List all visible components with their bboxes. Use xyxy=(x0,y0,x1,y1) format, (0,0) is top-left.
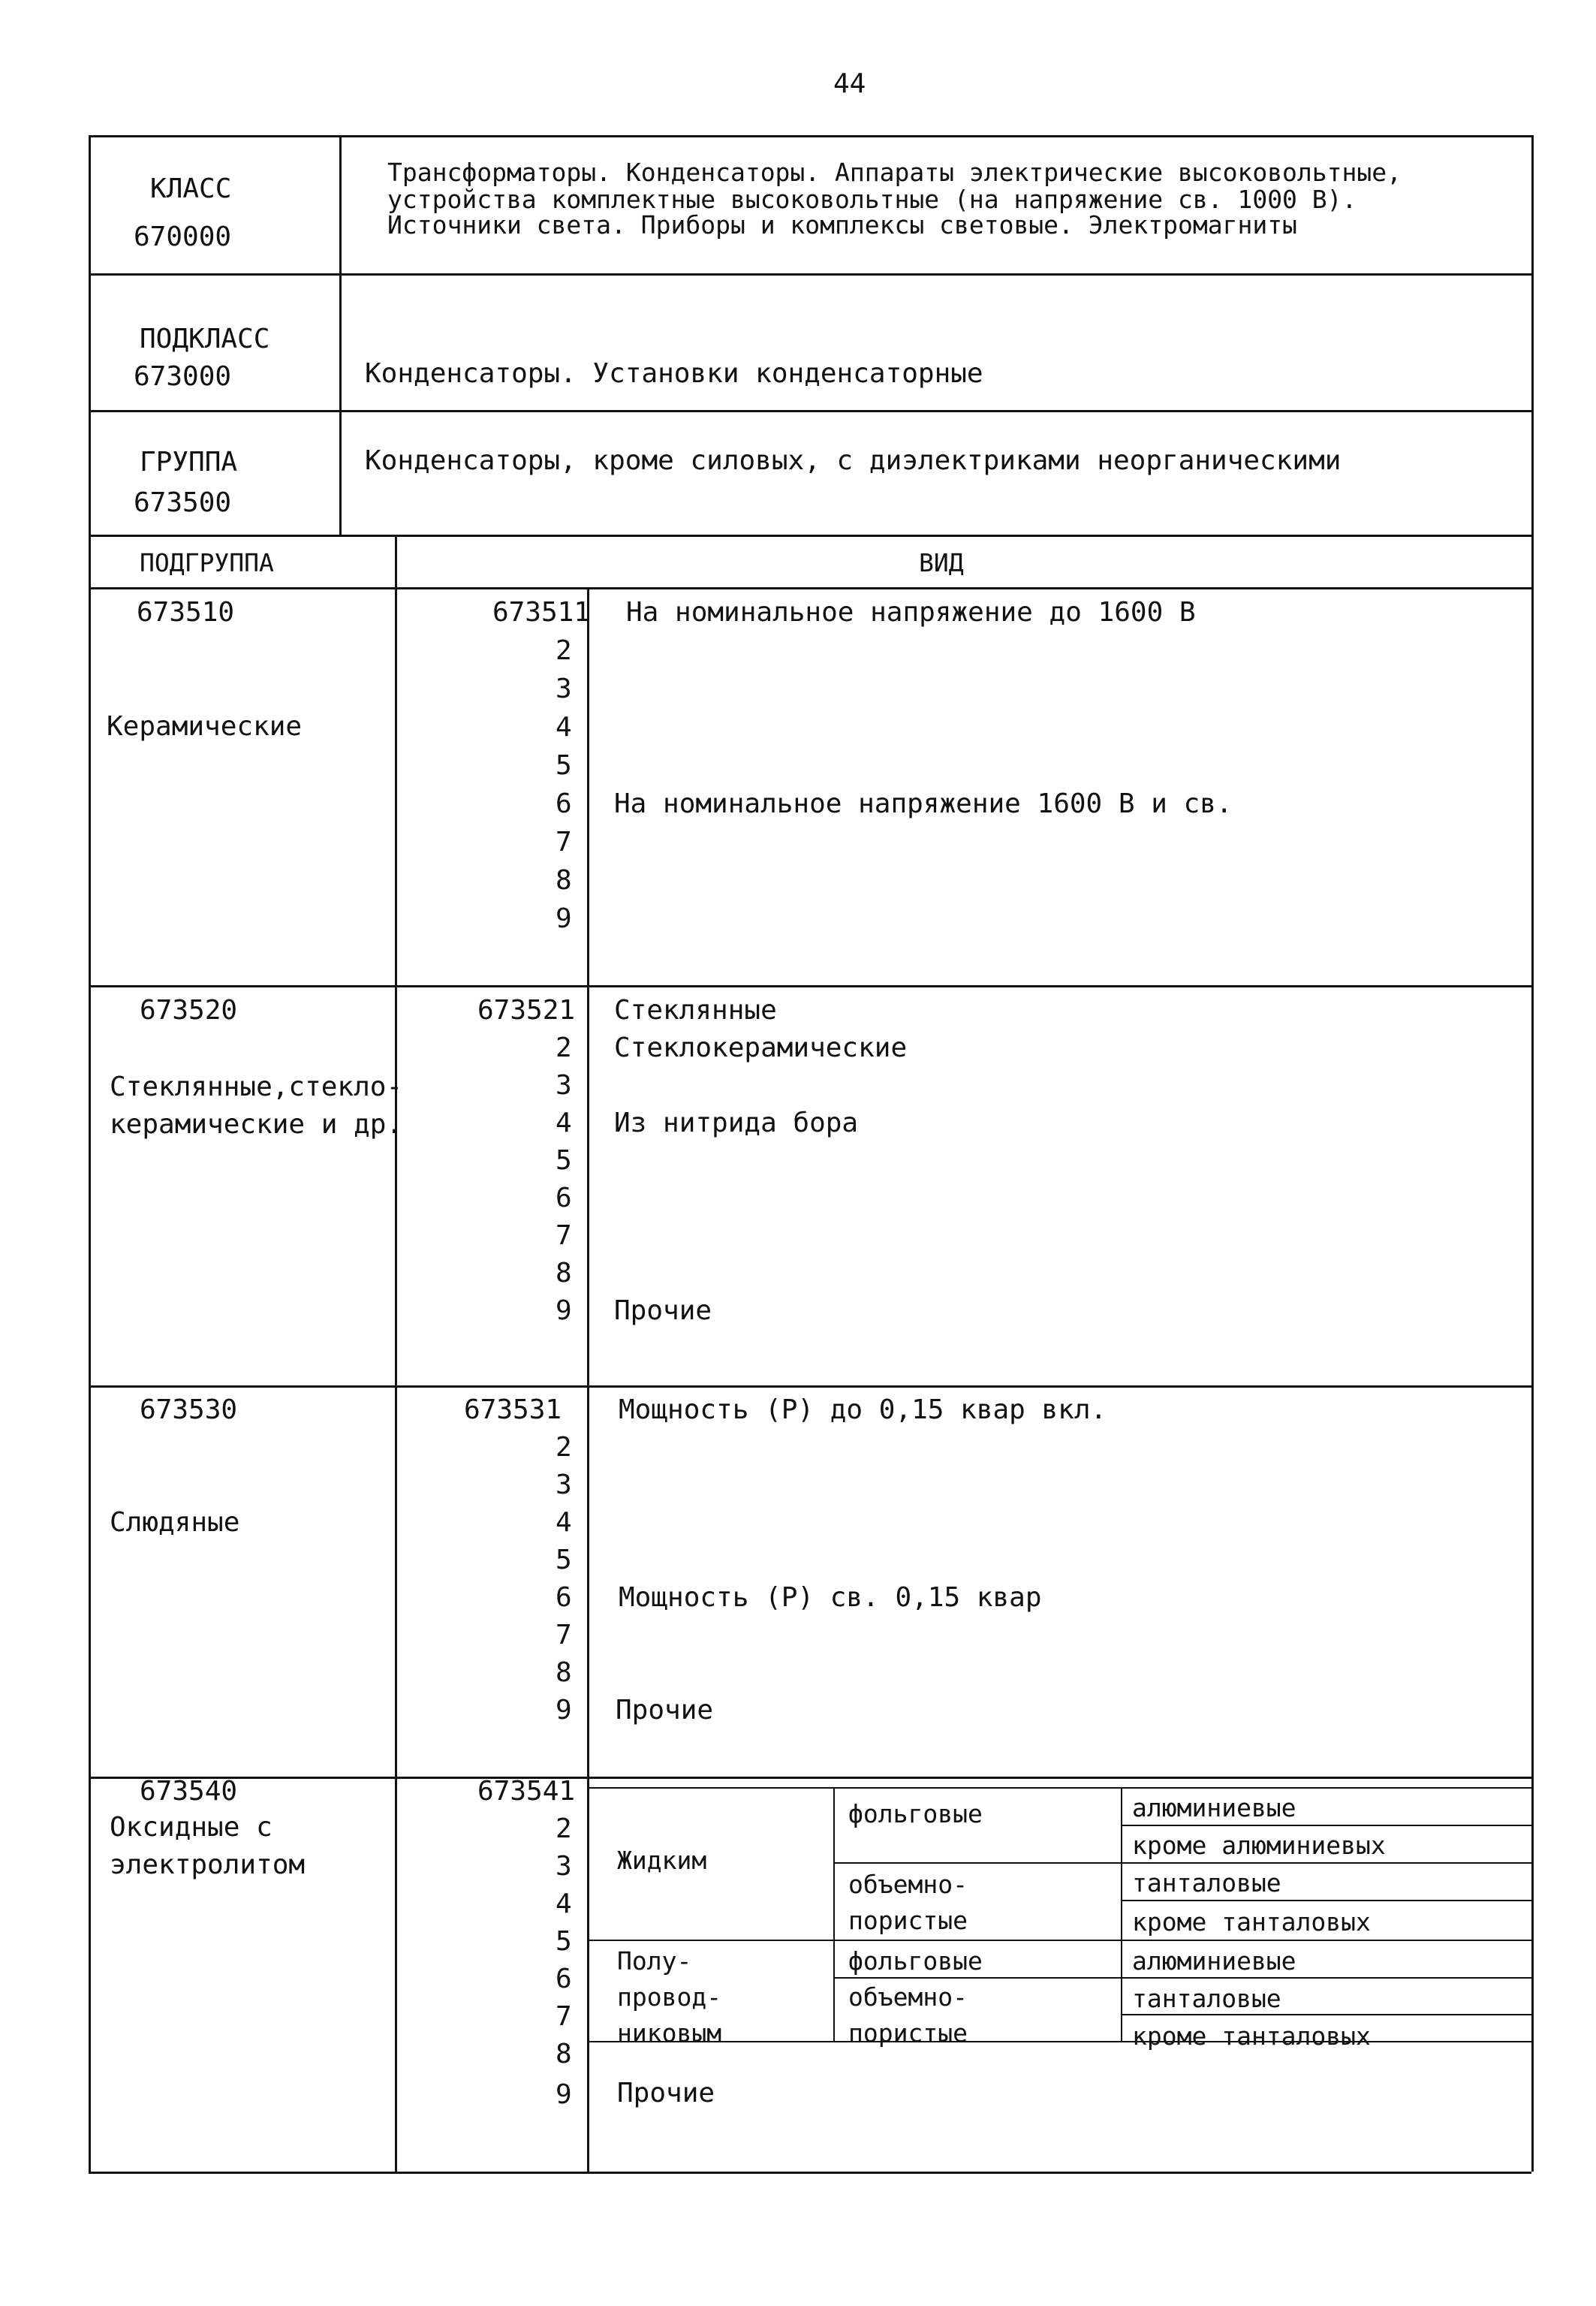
row-digit: 5 xyxy=(556,750,572,781)
row-code: 673541 xyxy=(477,1776,576,1807)
subgroup-code: 673540 xyxy=(140,1776,238,1807)
row-digit: 9 xyxy=(556,903,572,934)
material-except-tantalum: кроме танталовых xyxy=(1132,1907,1371,1937)
klass-label: КЛАСС xyxy=(150,173,232,204)
page-number: 44 xyxy=(833,68,866,99)
klass-text-line3: Источники света. Приборы и комплексы световые. Электромагниты xyxy=(387,210,1297,240)
row-digit: 7 xyxy=(556,2001,572,2032)
row-code: 673521 xyxy=(477,995,576,1026)
gruppa-code: 673500 xyxy=(134,487,232,518)
row-digit: 6 xyxy=(556,788,572,819)
header-podgruppa: ПОДГРУППА xyxy=(140,548,274,577)
row-desc: Стеклянные xyxy=(614,995,777,1026)
subgroup-name: Оксидные с xyxy=(110,1812,273,1843)
type-volume: пористые xyxy=(848,2018,968,2048)
row-desc: На номинальное напряжение до 1600 В xyxy=(626,597,1196,628)
row-desc: Мощность (Р) св. 0,15 квар xyxy=(619,1582,1042,1613)
klass-text-line2: устройства комплектные высоковольтные (на напряжение св. 1000 В). xyxy=(387,185,1357,214)
subgroup-name: Керамические xyxy=(107,711,303,742)
row-digit: 4 xyxy=(556,1507,572,1538)
row-code: 673511 xyxy=(492,597,590,628)
row-digit: 7 xyxy=(556,1620,572,1650)
row-digit: 5 xyxy=(556,1145,572,1176)
material-except-tantalum: кроме танталовых xyxy=(1132,2021,1371,2051)
row-digit: 8 xyxy=(556,1258,572,1289)
material-tantalum: танталовые xyxy=(1132,1984,1281,2013)
row-digit: 3 xyxy=(556,1070,572,1101)
row-digit: 6 xyxy=(556,1964,572,1994)
row-desc: Мощность (Р) до 0,15 квар вкл. xyxy=(619,1394,1107,1425)
type-foil: фольговые xyxy=(848,1799,983,1828)
row-digit: 4 xyxy=(556,712,572,743)
row-digit: 7 xyxy=(556,1220,572,1251)
row-digit: 9 xyxy=(556,2079,572,2110)
row-digit: 3 xyxy=(556,674,572,704)
subgroup-code: 673520 xyxy=(140,995,238,1026)
row-desc: Стеклокерамические xyxy=(614,1032,908,1063)
row-desc: Прочие xyxy=(614,1295,712,1326)
row-digit: 4 xyxy=(556,1108,572,1138)
type-volume: объемно- xyxy=(848,1982,968,2012)
row-digit: 5 xyxy=(556,1545,572,1575)
row-digit: 3 xyxy=(556,1470,572,1500)
subgroup-code: 673530 xyxy=(140,1394,238,1425)
klass-code: 670000 xyxy=(134,222,232,252)
type-volume: пористые xyxy=(848,1906,968,1935)
material-aluminum: алюминиевые xyxy=(1132,1946,1296,1976)
type-volume: объемно- xyxy=(848,1870,968,1899)
row-digit: 9 xyxy=(556,1295,572,1326)
row-code: 673531 xyxy=(464,1394,562,1425)
subgroup-name: электролитом xyxy=(110,1849,306,1880)
gruppa-label: ГРУППА xyxy=(140,447,238,478)
row-desc: На номинальное напряжение 1600 В и св. xyxy=(614,788,1233,819)
podklass-label: ПОДКЛАСС xyxy=(140,324,270,354)
row-digit: 7 xyxy=(556,827,572,858)
row-digit: 8 xyxy=(556,1657,572,1688)
podklass-text: Конденсаторы. Установки конденсаторные xyxy=(365,358,983,389)
electrolyte-semi: никовым xyxy=(617,2018,722,2048)
header-vid: ВИД xyxy=(919,548,964,577)
subgroup-name: Слюдяные xyxy=(110,1507,240,1538)
row-digit: 9 xyxy=(556,1695,572,1726)
electrolyte-liquid: Жидким xyxy=(617,1846,707,1875)
gruppa-text: Конденсаторы, кроме силовых, с диэлектриками неорганическими xyxy=(365,445,1342,476)
electrolyte-semi: Полу- xyxy=(617,1946,692,1976)
material-aluminum: алюминиевые xyxy=(1132,1793,1296,1822)
row-digit: 6 xyxy=(556,1183,572,1213)
subgroup-code: 673510 xyxy=(137,597,235,628)
row-digit: 3 xyxy=(556,1851,572,1882)
row-desc: Прочие xyxy=(616,1695,714,1726)
row-digit: 2 xyxy=(556,1432,572,1463)
row-digit: 8 xyxy=(556,865,572,896)
row-digit: 2 xyxy=(556,1032,572,1063)
subgroup-name: керамические и др. xyxy=(110,1109,403,1140)
row-desc: Прочие xyxy=(617,2078,715,2109)
klass-text-line1: Трансформаторы. Конденсаторы. Аппараты электрические высоковольтные, xyxy=(387,158,1402,187)
row-digit: 2 xyxy=(556,1813,572,1844)
electrolyte-semi: провод- xyxy=(617,1982,722,2012)
type-foil: фольговые xyxy=(848,1946,983,1976)
row-desc: Из нитрида бора xyxy=(614,1108,859,1138)
row-digit: 6 xyxy=(556,1582,572,1613)
row-digit: 4 xyxy=(556,1889,572,1919)
row-digit: 2 xyxy=(556,635,572,666)
subgroup-name: Стеклянные,стекло- xyxy=(110,1072,403,1102)
podklass-code: 673000 xyxy=(134,361,232,392)
material-except-aluminum: кроме алюминиевых xyxy=(1132,1831,1386,1860)
row-digit: 8 xyxy=(556,2039,572,2069)
row-digit: 5 xyxy=(556,1926,572,1957)
material-tantalum: танталовые xyxy=(1132,1868,1281,1898)
